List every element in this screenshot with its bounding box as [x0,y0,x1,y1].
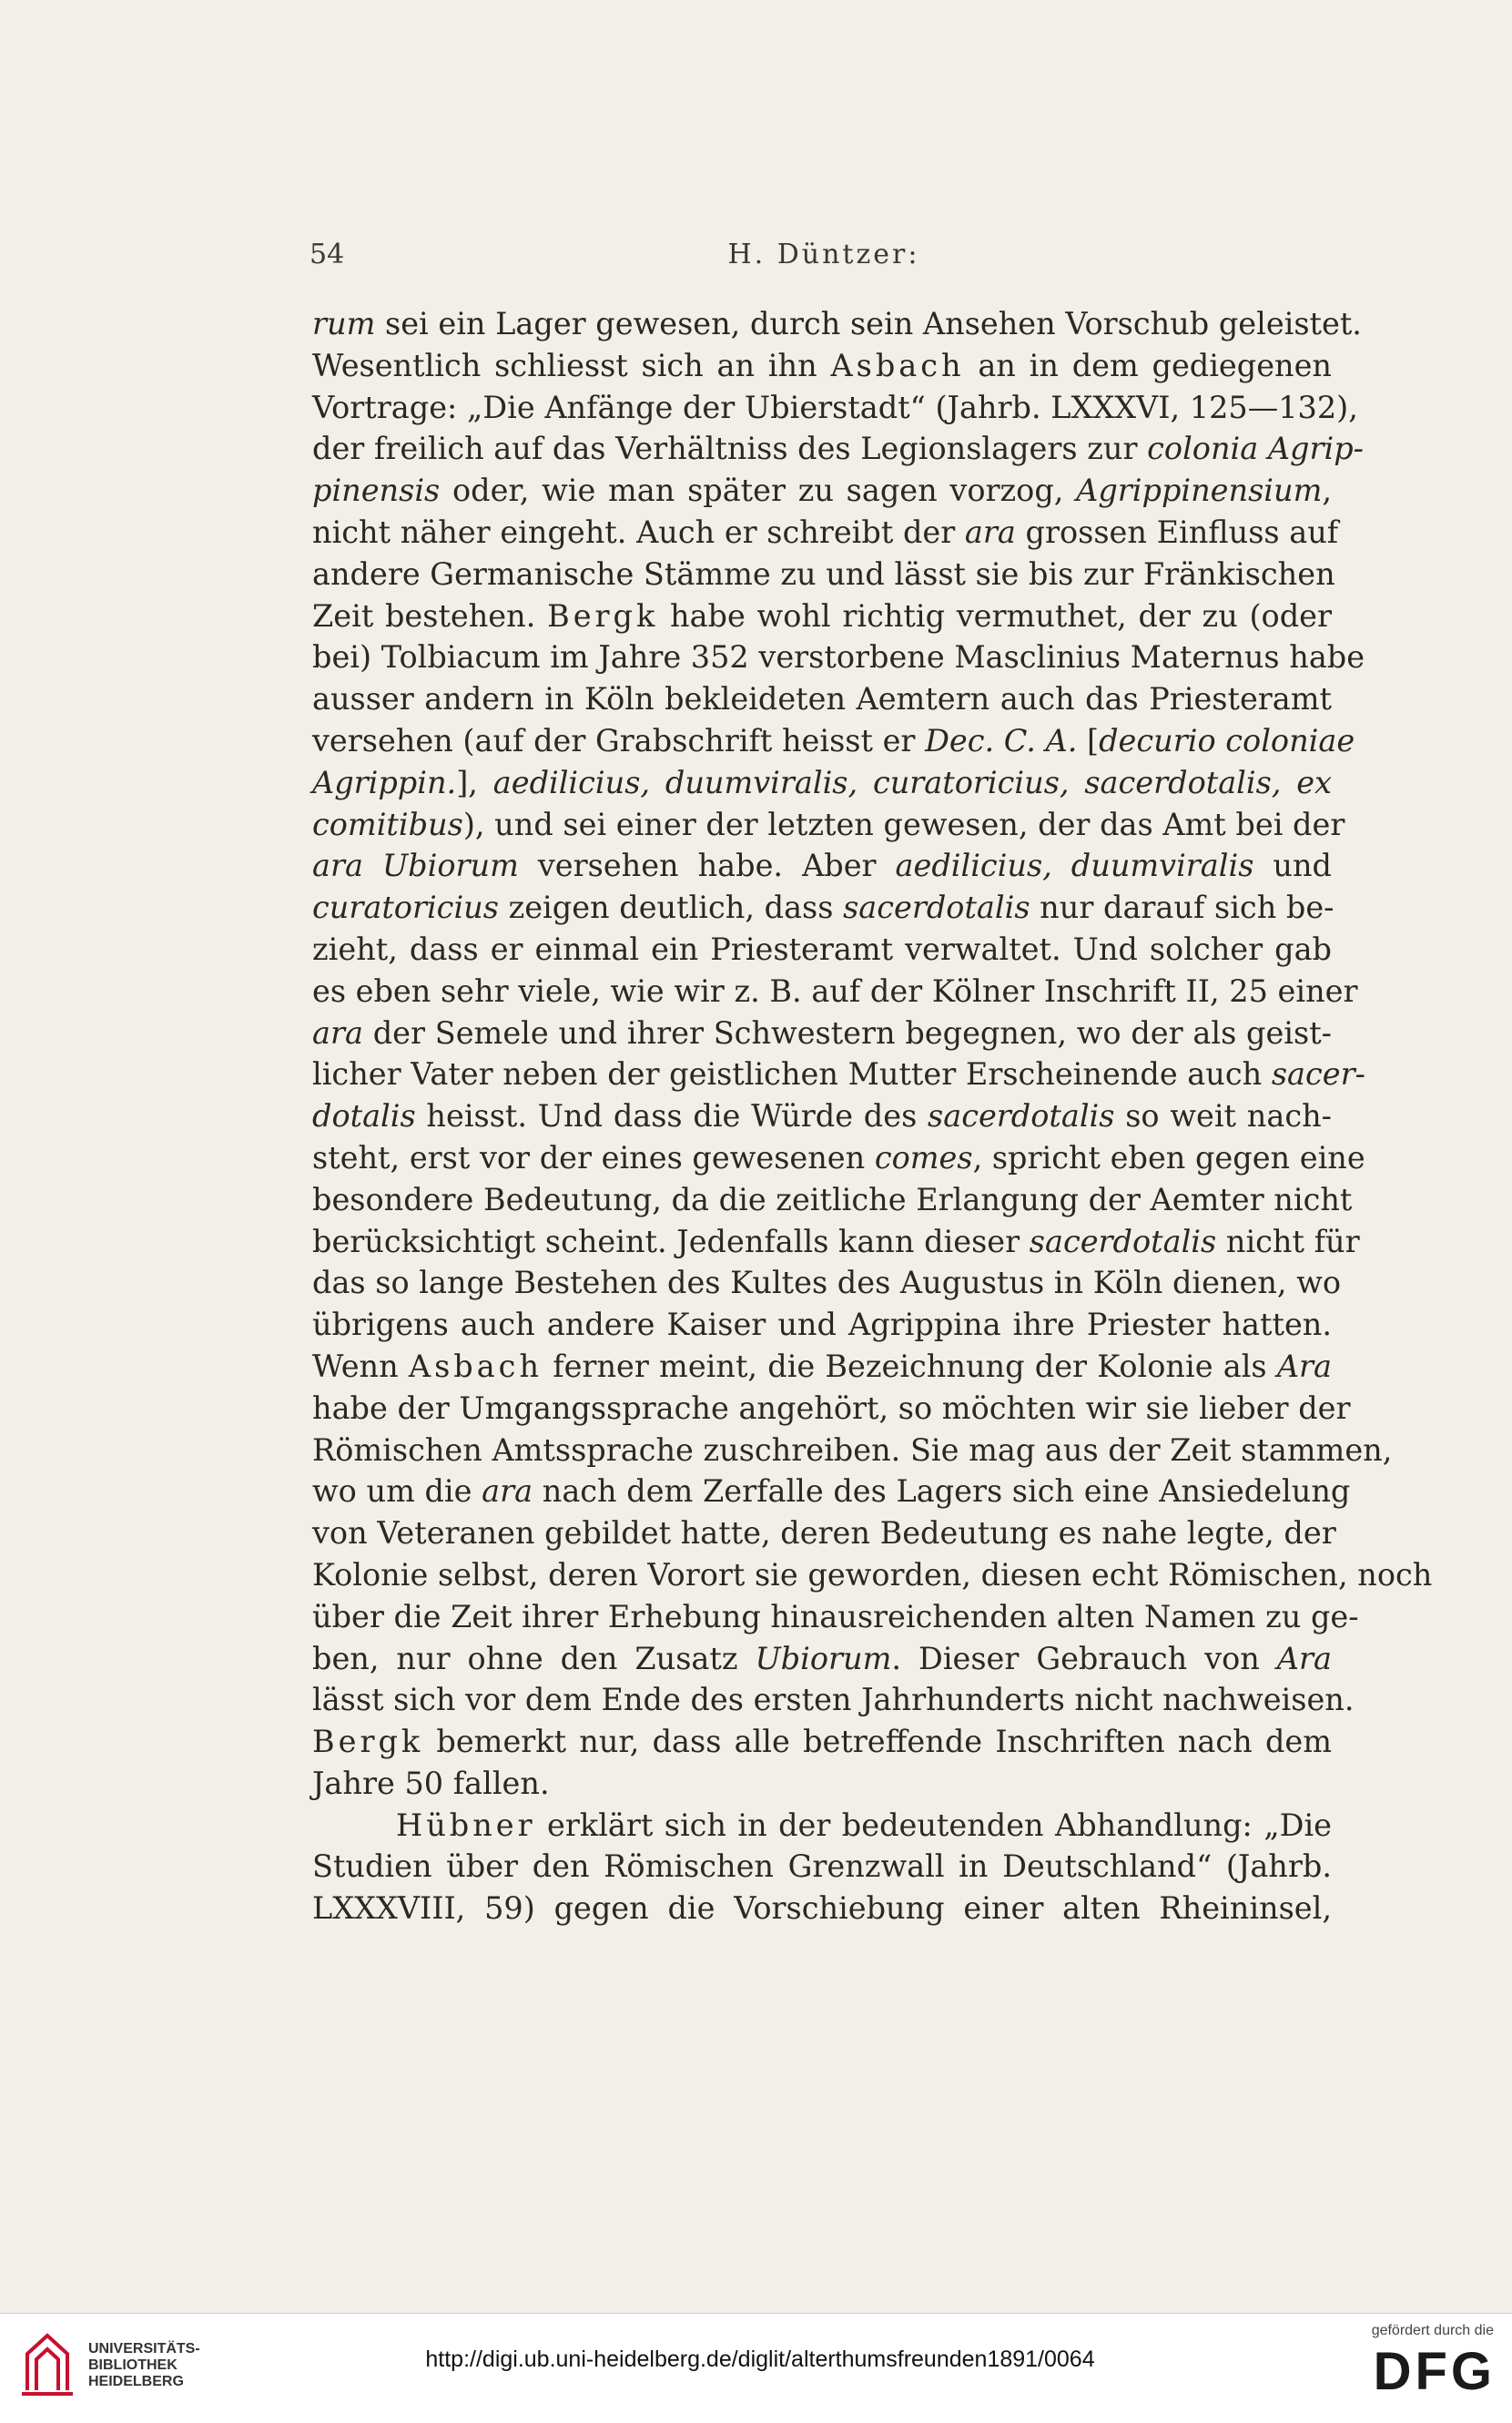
text-line: curatoricius zeigen deutlich, dass sacerdotalis nur darauf sich be- [312,890,1334,926]
text-line: zieht, dass er einmal ein Priesteramt verwaltet. Und solcher gab [312,931,1332,967]
text-line: lässt sich vor dem Ende des ersten Jahrhunderts nicht nachweisen. [312,1682,1355,1718]
text-line: Kolonie selbst, deren Vorort sie geworden, diesen echt Römischen, noch [312,1556,1433,1593]
text-line: Wenn Asbach ferner meint, die Bezeichnung der Kolonie als Ara [312,1348,1332,1384]
text-line: übrigens auch andere Kaiser und Agrippina ihre Priester hatten. [312,1307,1332,1343]
dfg-logo[interactable]: DFG [1373,2342,1496,2401]
text-line: ausser andern in Köln bekleideten Aemtern auch das Priesteramt [312,681,1332,718]
text-line: pinensis oder, wie man später zu sagen vorzog, Agrippinensium, [312,473,1332,509]
library-line-3: HEIDELBERG [88,2374,184,2389]
library-logo-icon [20,2326,75,2399]
text-line: LXXXVIII, 59) gegen die Vorschiebung einer alten Rheininsel, [312,1890,1332,1927]
library-name [88,2341,200,2390]
text-line: ara Ubiorum versehen habe. Aber aedilicius, duumviralis und [312,848,1332,884]
text-line: nicht näher eingeht. Auch er schreibt der ara grossen Einfluss auf [312,514,1339,550]
text-line: steht, erst vor der eines gewesenen comes, spricht eben gegen eine [312,1139,1365,1176]
text-line: wo um die ara nach dem Zerfalle des Lagers sich eine Ansiedelung [312,1473,1351,1510]
permalink-url[interactable]: http://digi.ub.uni-heidelberg.de/diglit/alterthumsfreunden1891/0064 [425,2347,1095,2372]
text-line: berücksichtigt scheint. Jedenfalls kann dieser sacerdotalis nicht für [312,1223,1360,1259]
text-line: licher Vater neben der geistlichen Mutter Erscheinende auch sacer- [312,1056,1365,1093]
text-line: andere Germanische Stämme zu und lässt sie bis zur Fränkischen [312,555,1335,592]
library-logo[interactable] [20,2326,220,2399]
text-line: Studien über den Römischen Grenzwall in Deutschland“ (Jahrb. [312,1848,1332,1885]
text-line: Wesentlich schliesst sich an ihn Asbach an in dem gediegenen [312,347,1332,383]
viewer-footer [0,2313,1512,2423]
text-line: Hübner erklärt sich in der bedeutenden Abhandlung: „Die [396,1807,1332,1843]
text-line: rum sei ein Lager gewesen, durch sein Ansehen Vorschub geleistet. [312,306,1362,341]
text-line: Bergk bemerkt nur, dass alle betreffende Inschriften nach dem [312,1724,1332,1760]
text-line: Vortrage: „Die Anfänge der Ubierstadt“ (Jahrb. LXXXVI, 125—132), [312,389,1358,425]
page-header [310,239,1338,284]
text-line: dotalis heisst. Und dass die Würde des sacerdotalis so weit nach- [312,1098,1332,1135]
text-line: habe der Umgangssprache angehört, so möchten wir sie lieber der [312,1390,1351,1426]
text-line: versehen (auf der Grabschrift heisst er Dec. C. A. [decurio coloniae [312,722,1355,758]
text-line: von Veteranen gebildet hatte, deren Bedeutung es nahe legte, der [312,1515,1336,1552]
running-title: H. Düntzer: [727,239,920,270]
funding-caption: gefördert durch die [1371,2323,1494,2338]
body-text [312,303,1433,1929]
text-line: comitibus), und sei einer der letzten gewesen, der das Amt bei der [312,806,1345,842]
text-line: der freilich auf das Verhältniss des Legionslagers zur colonia Agrip- [312,431,1364,467]
library-line-1: UNIVERSITÄTS- [88,2341,200,2357]
page-number: 54 [310,239,345,270]
text-line: das so lange Bestehen des Kultes des Augustus in Köln dienen, wo [312,1265,1342,1301]
text-line: besondere Bedeutung, da die zeitliche Erlangung der Aemter nicht [312,1181,1353,1217]
text-line: es eben sehr viele, wie wir z. B. auf der Kölner Inschrift II, 25 einer [312,972,1358,1009]
text-line: Agrippin.], aedilicius, duumviralis, curatoricius, sacerdotalis, ex [312,764,1332,800]
text-line: Zeit bestehen. Bergk habe wohl richtig vermuthet, der zu (oder [312,597,1332,634]
text-line: ben, nur ohne den Zusatz Ubiorum. Dieser Gebrauch von Ara [312,1640,1332,1676]
text-line: bei) Tolbiacum im Jahre 352 verstorbene Masclinius Maternus habe [312,639,1365,676]
text-line: Jahre 50 fallen. [312,1765,550,1801]
text-line: über die Zeit ihrer Erhebung hinausreichenden alten Namen zu ge- [312,1598,1359,1634]
text-line: Römischen Amtssprache zuschreiben. Sie mag aus der Zeit stammen, [312,1431,1393,1468]
library-line-2: BIBLIOTHEK [88,2357,178,2373]
text-line: ara der Semele und ihrer Schwestern begegnen, wo der als geist- [312,1014,1332,1051]
